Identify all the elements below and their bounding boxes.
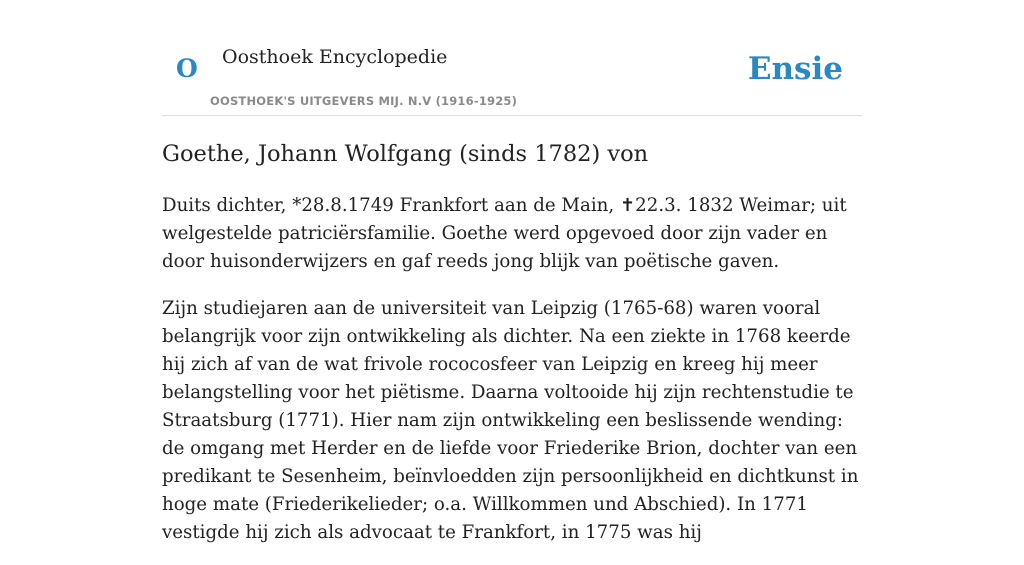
site-title[interactable]: Oosthoek Encyclopedie [222,46,448,68]
page [162,0,862,543]
article-title: Goethe, Johann Wolfgang (sinds 1782) von [162,141,649,167]
ensie-brand-link[interactable]: Ensie [747,51,843,87]
site-header [162,0,862,116]
publisher-subtitle: OOSTHOEK'S UITGEVERS MIJ. N.V (1916-1925) [210,94,518,108]
article-body [162,192,862,565]
article-paragraph: Zijn studiejaren aan de universiteit van Leipzig (1765-68) waren vooral belangrijk voor zijn ontwikkeling als dichter. Na een ziekte in 1768 keerde hij zich af van de wat frivole rococosfeer van Leipzig en kreeg hij meer belangstelling voor het piëtisme. Daarna voltooide hij zijn rechtenstudie te Straatsburg (1771). Hier nam zijn ontwikkeling een beslissende wending: de omgang met Herder en de liefde voor Friederike Brion, dochter van een predikant te Sesenheim, beïnvloedden zijn persoonlijkheid en dichtkunst in hoge mate (Friederikelieder; o.a. Willkommen und Abschied). In 1771 vestigde hij zich als advocaat te Frankfort, in 1775 was hij [162,297,859,543]
article-paragraph: Duits dichter, *28.8.1749 Frankfort aan de Main, ✝22.3. 1832 Weimar; uit welgestelde patriciërsfamilie. Goethe werd opgevoed door zijn vader en door huisonderwijzers en gaf reeds jong blijk van poëtische gaven. [162,195,847,272]
site-logo[interactable]: O [176,54,198,83]
